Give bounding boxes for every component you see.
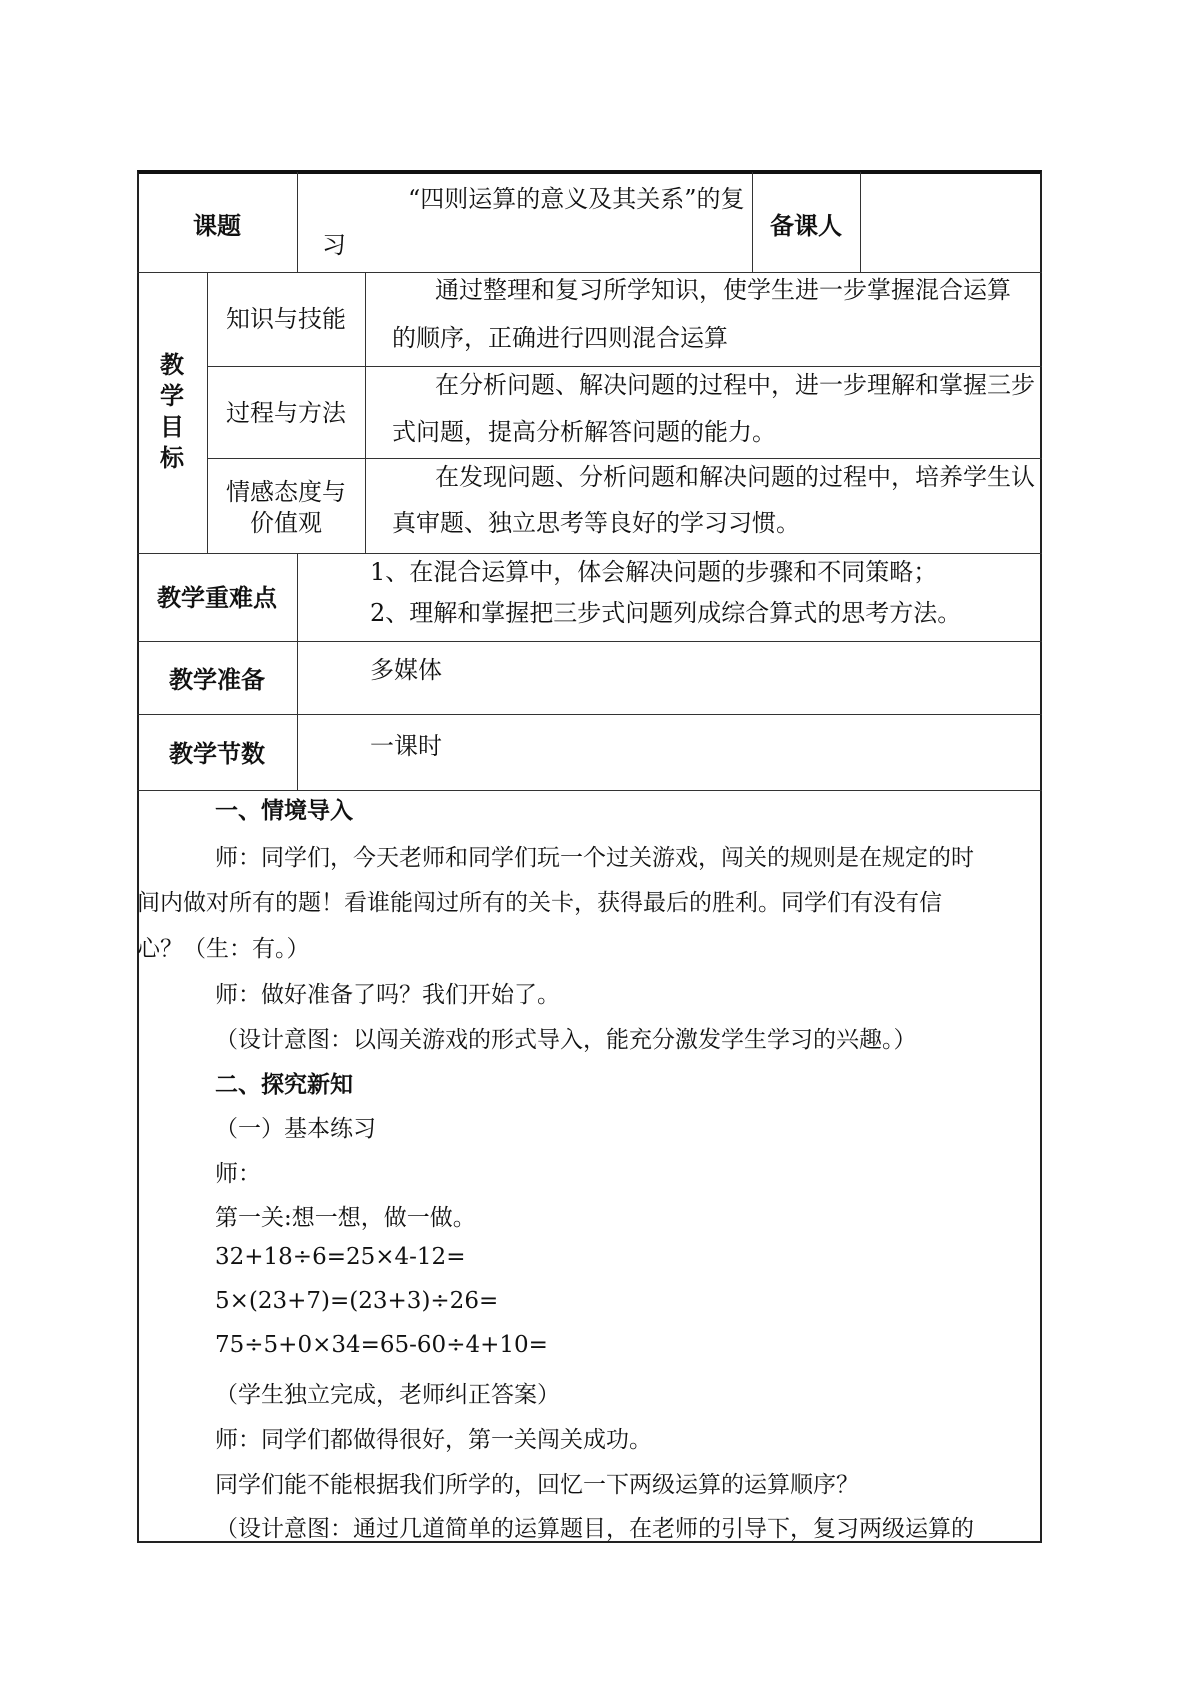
key-point-item: 2、理解和掌握把三步式问题列成综合算式的思考方法。 (370, 599, 962, 627)
row-divider (207, 366, 1042, 367)
col-divider (297, 172, 298, 272)
body-text-line: （设计意图：以闯关游戏的形式导入，能充分激发学生学习的兴趣。） (215, 1027, 917, 1053)
topic-title-line2: 习 (322, 231, 346, 259)
col-divider (297, 553, 298, 790)
col-divider (365, 272, 366, 553)
row-divider (137, 641, 1042, 642)
equation-line: 75÷5+0×34=65-60÷4+10= (215, 1332, 548, 1358)
row-divider (137, 272, 1042, 273)
goal-process-label: 过程与方法 (226, 399, 346, 427)
preparer-label: 备课人 (770, 212, 842, 240)
prep-label: 教学准备 (169, 666, 265, 694)
goals-label: 教 学 目 标 (160, 351, 184, 472)
body-text-line: 师：做好准备了吗？我们开始了。 (215, 982, 560, 1008)
col-divider (860, 172, 861, 272)
key-point-item: 1、在混合运算中，体会解决问题的步骤和不同策略； (370, 558, 938, 586)
row-divider (137, 714, 1042, 715)
body-text-line: 间内做对所有的题！看谁能闯过所有的关卡，获得最后的胜利。同学们有没有信 (137, 890, 942, 916)
goal-attitude-text: 在发现问题、分析问题和解决问题的过程中，培养学生认 (435, 463, 1035, 491)
row-divider (137, 790, 1042, 791)
periods-label: 教学节数 (169, 740, 265, 768)
periods-value: 一课时 (370, 732, 442, 760)
body-text-line: （设计意图：通过几道简单的运算题目，在老师的引导下，复习两级运算的 (215, 1516, 974, 1542)
body-text-line: （一）基本练习 (215, 1116, 376, 1142)
body-text-line: 第一关:想一想，做一做。 (215, 1205, 476, 1231)
goal-attitude-text: 真审题、独立思考等良好的学习习惯。 (392, 509, 800, 537)
section-heading: 二、探究新知 (215, 1072, 353, 1098)
topic-label: 课题 (193, 212, 241, 240)
section-heading: 一、情境导入 (215, 798, 353, 824)
body-text-line: （学生独立完成，老师纠正答案） (215, 1382, 560, 1408)
goal-process-text: 在分析问题、解决问题的过程中，进一步理解和掌握三步 (435, 371, 1035, 399)
goal-process-text: 式问题，提高分析解答问题的能力。 (392, 418, 776, 446)
goal-attitude-label: 情感态度与 (226, 478, 346, 506)
goal-attitude-label: 价值观 (250, 509, 322, 537)
goal-knowledge-label: 知识与技能 (226, 305, 346, 333)
row-divider (137, 553, 1042, 554)
row-divider (207, 458, 1042, 459)
prep-value: 多媒体 (370, 656, 442, 684)
topic-title-line1: “四则运算的意义及其关系”的复 (408, 185, 745, 213)
body-text-line: 同学们能不能根据我们所学的，回忆一下两级运算的运算顺序？ (215, 1472, 859, 1498)
key-points-label: 教学重难点 (157, 584, 277, 612)
body-text-line: 师：同学们都做得很好，第一关闯关成功。 (215, 1427, 652, 1453)
body-text-line: 师： (215, 1161, 261, 1187)
body-text-line: 心？（生：有。） (137, 936, 310, 962)
goal-knowledge-text: 通过整理和复习所学知识，使学生进一步掌握混合运算 (435, 276, 1011, 304)
goal-knowledge-text: 的顺序，正确进行四则混合运算 (392, 324, 728, 352)
body-text-line: 师：同学们，今天老师和同学们玩一个过关游戏，闯关的规则是在规定的时 (215, 845, 974, 871)
equation-line: 32+18÷6=25×4-12= (215, 1244, 466, 1270)
equation-line: 5×(23+7)=(23+3)÷26= (215, 1288, 499, 1314)
